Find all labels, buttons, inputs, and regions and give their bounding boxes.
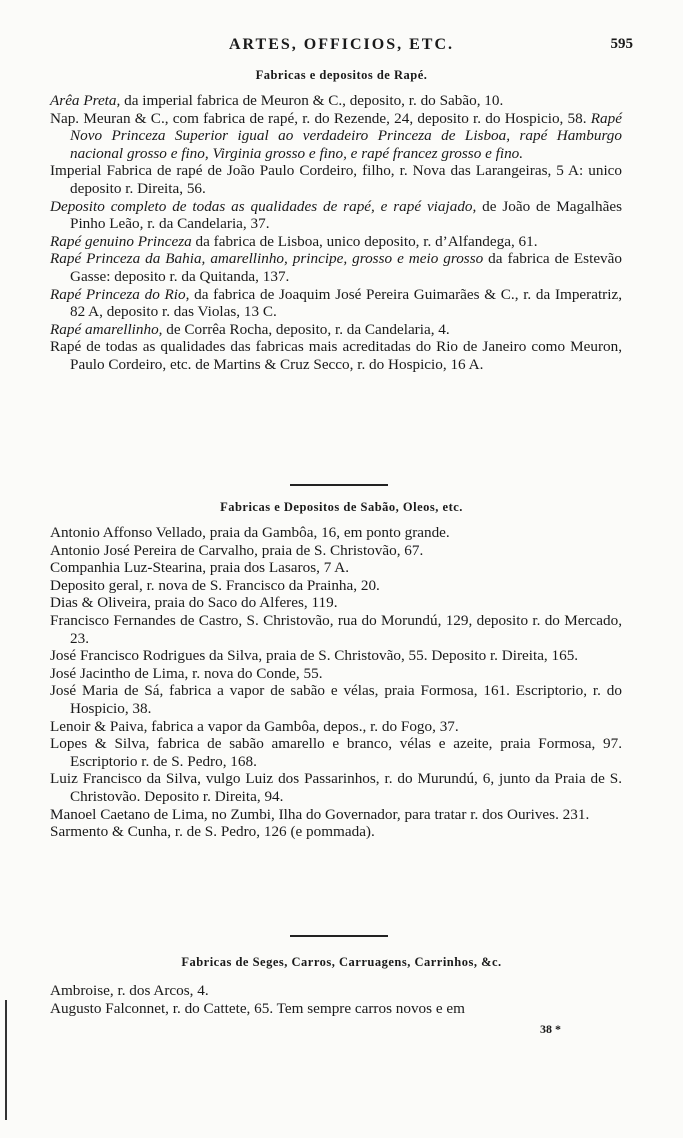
entry-text: da fabrica de Estevão Gasse: deposito r. da Quitanda, 137. bbox=[70, 250, 622, 285]
entry-text: Antonio José Pereira de Carvalho, praia de S. Christovão, 67. bbox=[50, 541, 424, 559]
entry-italic-lead: Rapé genuino Princeza bbox=[50, 232, 192, 250]
directory-entry bbox=[50, 612, 622, 647]
page-number: 595 bbox=[610, 36, 633, 52]
entry-italic-lead: Deposito completo de todas as qualidades de rapé, e rapé viajado, bbox=[50, 197, 477, 215]
directory-entry bbox=[50, 1000, 622, 1018]
entry-text: Manoel Caetano de Lima, no Zumbi, Ilha do Governador, para tratar r. dos Ourives. 231. bbox=[50, 805, 590, 823]
entry-text: Nap. Meuran & C., com fabrica de rapé, r. do Rezende, 24, deposito r. do Hospicio, 58. bbox=[50, 109, 591, 127]
entry-text: de Corrêa Rocha, deposito, r. da Candelaria, 4. bbox=[162, 320, 450, 338]
directory-entry bbox=[50, 110, 622, 163]
section-seges-entries bbox=[50, 982, 622, 1017]
entry-italic-lead: Rapé Princeza do Rio, bbox=[50, 285, 190, 303]
directory-entry bbox=[50, 92, 622, 110]
entry-text: Dias & Oliveira, praia do Saco do Alferes, 119. bbox=[50, 594, 338, 612]
entry-text: Augusto Falconnet, r. do Cattete, 65. Tem sempre carros novos e em bbox=[50, 999, 465, 1017]
entry-text: Luiz Francisco da Silva, vulgo Luiz dos Passarinhos, r. do Murundú, 6, junto da Praia de S. Christovão. Deposito r. Direita, 94. bbox=[50, 770, 622, 805]
directory-entry bbox=[50, 162, 622, 197]
entry-text: Sarmento & Cunha, r. de S. Pedro, 126 (e pommada). bbox=[50, 823, 375, 841]
entry-italic-lead: Rapé amarellinho, bbox=[50, 320, 163, 338]
directory-entry bbox=[50, 286, 622, 321]
entry-text: Deposito geral, r. nova de S. Francisco da Prainha, 20. bbox=[50, 576, 380, 594]
directory-entry bbox=[50, 594, 622, 612]
entry-text: Lenoir & Paiva, fabrica a vapor da Gambôa, depos., r. do Fogo, 37. bbox=[50, 717, 459, 735]
entry-text: Imperial Fabrica de rapé de João Paulo Cordeiro, filho, r. Nova das Larangeiras, 5 A: unico deposito r. Direita, 56. bbox=[50, 162, 622, 197]
entry-italic-lead: Arêa Preta, bbox=[50, 92, 121, 109]
entry-text: Francisco Fernandes de Castro, S. Christovão, rua do Morundú, 129, deposito r. do Mercado, 23. bbox=[50, 611, 622, 647]
directory-entry bbox=[50, 682, 622, 717]
directory-entry bbox=[50, 806, 622, 824]
directory-entry bbox=[50, 770, 622, 805]
entry-italic-tail: Rapé Novo Princeza Superior igual ao verdadeiro Princeza de Lisboa, rapé Hamburgo nacional grosso e fino, Virginia grosso e fino, e rapé francez grosso e fino. bbox=[70, 109, 622, 162]
directory-entry bbox=[50, 735, 622, 770]
running-title: ARTES, OFFICIOS, ETC. bbox=[228, 36, 455, 53]
entry-text: Rapé de todas as qualidades das fabricas mais acreditadas do Rio de Janeiro como Meuron, Paulo Cordeiro, etc. de Martins & Cruz Secco, r. do Hospicio, 16 A. bbox=[50, 338, 622, 373]
entry-text: José Maria de Sá, fabrica a vapor de sabão e vélas, praia Formosa, 161. Escriptorio, r. do Hospicio, 38. bbox=[50, 682, 622, 717]
signature-mark: 38 * bbox=[540, 1022, 561, 1036]
section-title-seges: Fabricas de Seges, Carros, Carruagens, Carrinhos, &c. bbox=[181, 955, 502, 969]
section-title-sabao: Fabricas e Depositos de Sabão, Oleos, etc. bbox=[220, 500, 463, 514]
directory-entry bbox=[50, 321, 622, 339]
directory-entry bbox=[50, 577, 622, 595]
entry-text: Antonio Affonso Vellado, praia da Gambôa, 16, em ponto grande. bbox=[50, 524, 450, 541]
running-head bbox=[60, 36, 633, 56]
entry-italic-lead: Rapé Princeza da Bahia, amarellinho, principe, grosso e meio grosso bbox=[50, 250, 484, 268]
entry-text: da fabrica de Lisboa, unico deposito, r. d’Alfandega, 61. bbox=[191, 232, 538, 250]
page-edge-line bbox=[5, 1000, 7, 1120]
entry-text: Companhia Luz-Stearina, praia dos Lasaros, 7 A. bbox=[50, 559, 350, 577]
entry-text: Ambroise, r. dos Arcos, 4. bbox=[50, 982, 209, 999]
entry-text: de João de Magalhães Pinho Leão, r. da Candelaria, 37. bbox=[70, 197, 622, 233]
directory-entry bbox=[50, 982, 622, 1000]
entry-text: José Francisco Rodrigues da Silva, praia de S. Christovão, 55. Deposito r. Direita, 165. bbox=[50, 647, 579, 665]
section-rape-entries bbox=[50, 92, 622, 374]
directory-entry bbox=[50, 542, 622, 560]
directory-entry bbox=[50, 647, 622, 665]
directory-entry bbox=[50, 524, 622, 542]
entry-text: da imperial fabrica de Meuron & C., deposito, r. do Sabão, 10. bbox=[120, 92, 504, 109]
entry-text: José Jacintho de Lima, r. nova do Conde, 55. bbox=[50, 664, 323, 682]
directory-entry bbox=[50, 718, 622, 736]
section-divider bbox=[290, 935, 388, 937]
section-title-rape: Fabricas e depositos de Rapé. bbox=[255, 68, 428, 82]
directory-entry bbox=[50, 665, 622, 683]
section-sabao-entries bbox=[50, 524, 622, 841]
directory-entry bbox=[50, 250, 622, 285]
section-divider bbox=[290, 484, 388, 486]
directory-entry bbox=[50, 823, 622, 841]
directory-entry bbox=[50, 233, 622, 251]
directory-entry bbox=[50, 559, 622, 577]
entry-text: Lopes & Silva, fabrica de sabão amarello e branco, vélas e azeite, praia Formosa, 97. Escriptorio r. de S. Pedro, 168. bbox=[50, 735, 622, 770]
entry-text: da fabrica de Joaquim José Pereira Guimarães & C., r. da Imperatriz, 82 A, deposito r. das Violas, 13 C. bbox=[70, 285, 622, 321]
directory-entry bbox=[50, 338, 622, 373]
directory-entry bbox=[50, 198, 622, 233]
